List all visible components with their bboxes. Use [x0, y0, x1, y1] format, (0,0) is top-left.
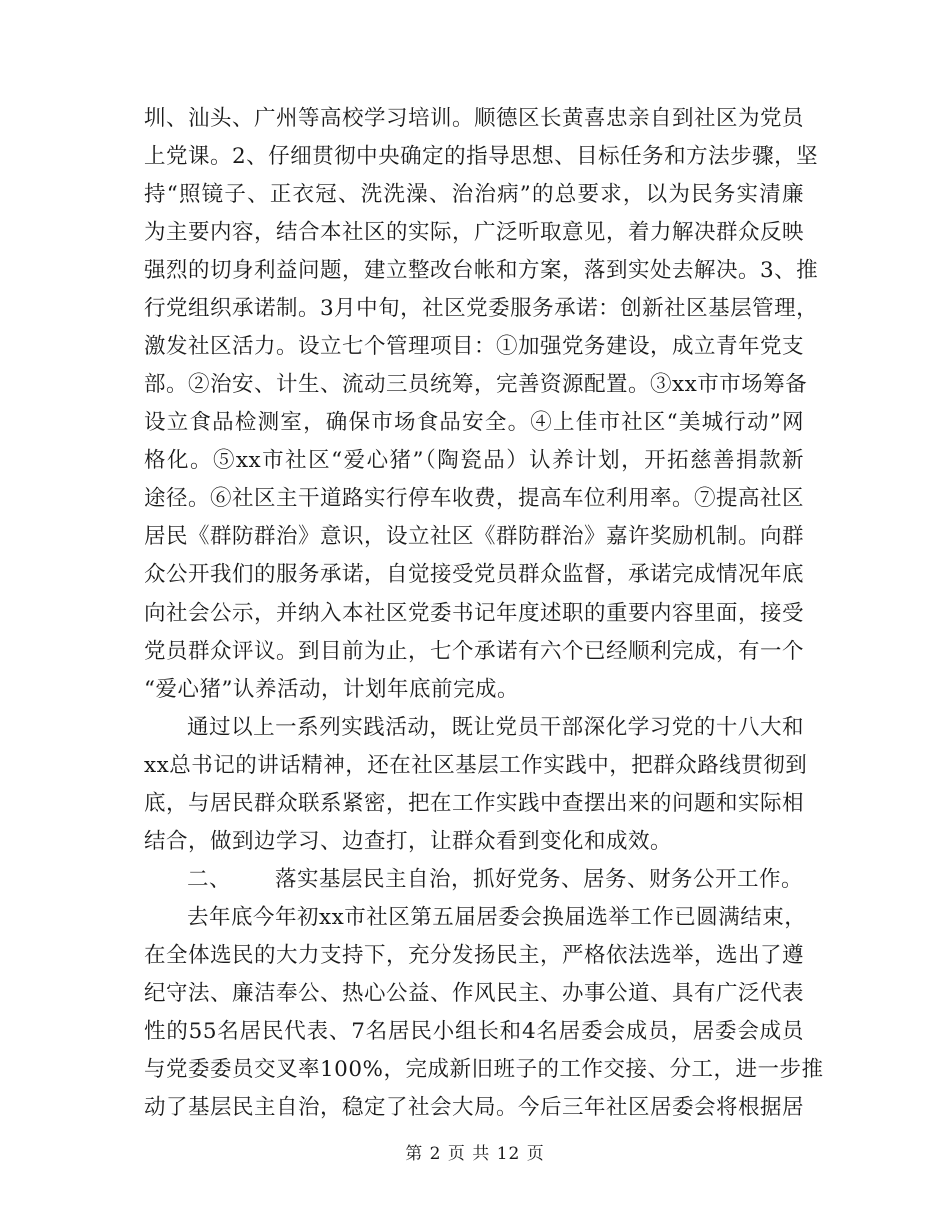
body-text-line: 性的55名居民代表、7名居民小组长和4名居委会成员，居委会成员	[144, 1019, 804, 1044]
body-text-line: 持“照镜子、正衣冠、洗洗澡、治治病”的总要求，以为民务实清廉	[144, 182, 804, 207]
body-text-line: 纪守法、廉洁奉公、热心公益、作风民主、办事公道、具有广泛代表	[144, 981, 805, 1006]
body-text-line: 居民《群防群治》意识，设立社区《群防群治》嘉许奖励机制。向群	[144, 524, 805, 549]
body-text-line: 部。②治安、计生、流动三员统筹，完善资源配置。③xx市市场筹备	[144, 372, 808, 397]
section-heading	[187, 860, 804, 900]
body-text-line: 底，与居民群众联系紧密，把在工作实践中查摆出来的问题和实际相	[144, 791, 805, 816]
section-heading-number: 二、	[187, 867, 232, 892]
body-text-line: 格化。⑤xx市社区“爱心猪”（陶瓷品）认养计划，开拓慈善捐款新	[144, 448, 804, 473]
body-text-line: 向社会公示，并纳入本社区党委书记年度述职的重要内容里面，接受	[144, 601, 805, 626]
body-text-line: 途径。⑥社区主干道路实行停车收费，提高车位利用率。⑦提高社区	[144, 486, 805, 511]
body-text-line: 上党课。2、仔细贯彻中央确定的指导思想、目标任务和方法步骤，坚	[144, 144, 819, 169]
section-heading-text: 落实基层民主自治，抓好党务、居务、财务公开工作。	[275, 867, 804, 892]
page-footer: 第 2 页 共 12 页	[405, 1144, 545, 1164]
body-text-line: 众公开我们的服务承诺，自觉接受党员群众监督，承诺完成情况年底	[144, 562, 805, 587]
body-text-line: 在全体选民的大力支持下，充分发扬民主，严格依法选举，选出了遵	[144, 943, 805, 968]
body-text-line: 行党组织承诺制。3月中旬，社区党委服务承诺：创新社区基层管理，	[144, 296, 819, 321]
body-text-line: “爱心猪”认养活动，计划年底前完成。	[144, 677, 519, 702]
body-text-line: xx总书记的讲话精神，还在社区基层工作实践中，把群众路线贯彻到	[144, 753, 808, 778]
body-text-line: 强烈的切身利益问题，建立整改台帐和方案，落到实处去解决。3、推	[144, 258, 819, 283]
body-text-line: 激发社区活力。设立七个管理项目：①加强党务建设，成立青年党支	[144, 334, 805, 359]
paragraph-first-line: 去年底今年初xx市社区第五届居委会换届选举工作已圆满结束，	[187, 905, 807, 930]
body-text-line: 结合，做到边学习、边查打，让群众看到变化和成效。	[144, 829, 673, 854]
body-text-line: 动了基层民主自治，稳定了社会大局。今后三年社区居委会将根据居	[144, 1095, 805, 1120]
body-text-line: 为主要内容，结合本社区的实际，广泛听取意见，着力解决群众反映	[144, 220, 805, 245]
body-text-line: 设立食品检测室，确保市场食品安全。④上佳市社区“美城行动”网	[144, 410, 804, 435]
paragraph-first-line: 通过以上一系列实践活动，既让党员干部深化学习党的十八大和	[187, 715, 804, 740]
body-text-line: 党员群众评议。到目前为止，七个承诺有六个已经顺利完成，有一个	[144, 639, 805, 664]
body-text-line: 与党委委员交叉率100%，完成新旧班子的工作交接、分工，进一步推	[144, 1057, 824, 1082]
body-text-line: 圳、汕头、广州等高校学习培训。顺德区长黄喜忠亲自到社区为党员	[144, 106, 805, 131]
